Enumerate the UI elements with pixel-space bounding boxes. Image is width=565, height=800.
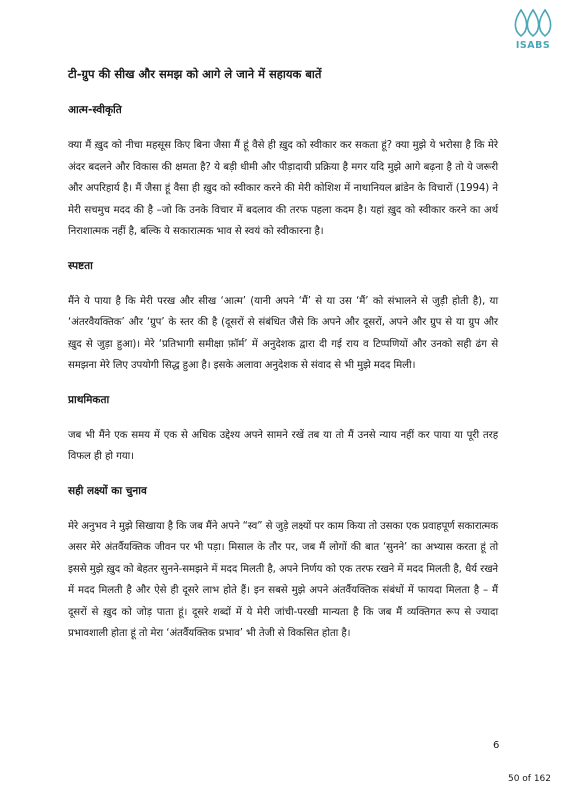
document-body — [68, 66, 498, 661]
section-heading-clarity: स्पष्टता — [68, 259, 93, 272]
section-paragraph-priority: जब भी मैंने एक समय में एक से अधिक उद्देश्य अपने सामने रखें तब या तो मैं उनसे न्याय नहीं कर पाया या पूरी तरह विफल ही हो गया। — [68, 429, 498, 462]
section-heading-goal-selection: सही लक्ष्यों का चुनाव — [68, 484, 147, 497]
section-heading-self-acceptance: आत्म-स्वीकृति — [68, 104, 122, 116]
isabs-logo — [510, 6, 556, 54]
document-title: टी-ग्रुप की सीख और समझ को आगे ले जाने में सहायक बातें — [68, 67, 322, 81]
section-paragraph-clarity: मैंने ये पाया है कि मेरी परख और सीख ‘आत्म’ (यानी अपने ‘मैं’ से या उस ‘मैं’ को संभालने से जुड़ी होती है), या ‘अंतरवैयक्तिक’ और ‘ग्रुप’ के स्तर की है (दूसरों से संबंधित जैसे कि अपने और दूसरों, अपने और ग्रुप से या ग्रुप और ख़ुद से जुड़ा हुआ)। मेरे ‘प्रतिभागी समीक्षा फ़ॉर्म’ में अनुदेशक द्वारा दी गई राय व टिप्पणियों और उनको सही ढंग से समझना मेरे लिए उपयोगी सिद्ध हुआ है। इसके अलावा अनुदेशक से संवाद से भी मुझे मदद मिली। — [68, 295, 498, 371]
page-number: 6 — [493, 740, 500, 751]
logo-text: ISABS — [515, 40, 551, 51]
section-paragraph-self-acceptance: क्या मैं ख़ुद को नीचा महसूस किए बिना जैसा मैं हूं वैसे ही ख़ुद को स्वीकार कर सकता हूं? क्या मुझे ये भरोसा है कि मेरे अंदर बदलने और विकास की क्षमता है? ये बड़ी धीमी और पीड़ादायी प्रक्रिया है मगर यदि मुझे आगे बढ़ना है तो ये जरूरी और अपरिहार्य है। मैं जैसा हूं वैसा ही ख़ुद को स्वीकार करने की मेरी कोशिश में नाथानियल ब्रांडेन के विचारों (1994) ने मेरी सचमुच मदद की है –जो कि उनके विचार में बदलाव की तरफ पहला कदम है। यहां ख़ुद को स्वीकार करने का अर्थ निराशात्मक नहीं है, बल्कि ये सकारात्मक भाव से स्वयं को स्वीकारना है। — [68, 140, 498, 237]
isabs-logo-mark — [510, 6, 556, 40]
section-heading-priority: प्राथमिकता — [68, 393, 110, 406]
page-counter: 50 of 162 — [507, 774, 551, 784]
section-paragraph-goal-selection: मेरे अनुभव ने मुझे सिखाया है कि जब मैंने अपने “स्व” से जुड़े लक्ष्यों पर काम किया तो उसका एक प्रवाहपूर्ण सकारात्मक असर मेरे अंतर्वैयक्तिक जीवन पर भी पड़ा। मिसाल के तौर पर, जब मैं लोगों की बात ‘सुनने’ का अभ्यास करता हूं तो इससे मुझे ख़ुद को बेहतर सुनने-समझने में मदद मिलती है, अपने निर्णय को एक तरफ रखने में मदद मिलती है, धैर्य रखने में मदद मिलती है और ऐसे ही दूसरे लाभ होते हैं। इन सबसे मुझे अपने अंतर्वैयक्तिक संबंधों में फायदा मिलता है – मैं दूसरों से ख़ुद को जोड़ पाता हूं। दूसरे शब्दों में ये मेरी जांची-परखी मान्यता है कि जब मैं व्यक्तिगत रूप से ज्यादा प्रभावशाली होता हूं तो मेरा ‘अंतर्वैयक्तिक प्रभाव’ भी तेजी से विकसित होता है। — [68, 520, 498, 639]
